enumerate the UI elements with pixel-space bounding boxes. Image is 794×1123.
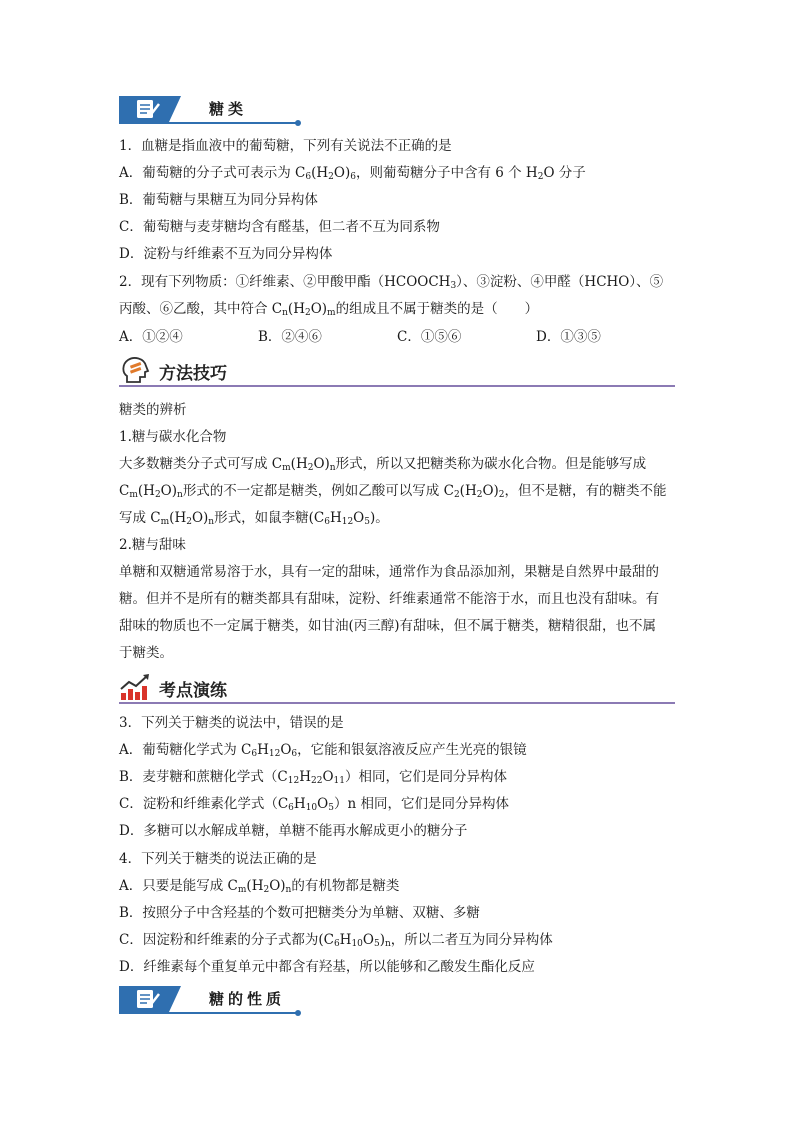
q4-option-c bbox=[119, 931, 553, 949]
sub: n bbox=[282, 308, 288, 318]
header-underline bbox=[119, 1012, 299, 1014]
text: H bbox=[293, 796, 306, 812]
text: (H bbox=[169, 510, 187, 526]
sub: 2 bbox=[328, 172, 334, 182]
header-dot bbox=[295, 1010, 301, 1016]
sub: 10 bbox=[351, 939, 363, 949]
text: ，它能和银氨溶液反应产生光亮的银镜 bbox=[297, 742, 527, 758]
sub: 12 bbox=[341, 517, 354, 527]
section-header-practice bbox=[119, 673, 675, 703]
text: B．麦芽糖和蔗糖化学式（C bbox=[119, 769, 288, 785]
notepad-pen-icon bbox=[119, 96, 181, 122]
q3-option-c bbox=[119, 795, 509, 813]
text: H bbox=[329, 510, 342, 526]
sub: m bbox=[129, 490, 138, 500]
q3-stem: 3．下列关于糖类的说法中，错误的是 bbox=[119, 715, 344, 731]
text: O) bbox=[482, 483, 499, 499]
text: H bbox=[339, 932, 352, 948]
sub: 2 bbox=[476, 490, 483, 500]
text: (H bbox=[246, 878, 264, 894]
q1-option-a bbox=[119, 164, 586, 182]
sub: 6 bbox=[291, 749, 298, 759]
tips-p2-line2: 糖。但并不是所有的糖类都具有甜味，淀粉、纤维素通常不能溶于水，而且也没有甜味。有 bbox=[119, 591, 659, 607]
header-rule bbox=[119, 385, 675, 387]
text: C．因淀粉和纤维素的分子式都为(C bbox=[119, 932, 334, 948]
header-rule bbox=[119, 702, 675, 704]
tips-p2-line3: 甜味的物质也不一定属于糖类，如甘油(丙三醇)有甜味，但不属于糖类，糖精很甜，也不属 bbox=[119, 618, 657, 634]
text: C bbox=[119, 483, 130, 499]
sub: 2 bbox=[186, 517, 192, 527]
q4-option-d: D．纤维素每个重复单元中都含有羟基，所以能够和乙酸发生酯化反应 bbox=[119, 959, 535, 975]
text: ) bbox=[379, 932, 385, 948]
text: ）n 相同，它们是同分异构体 bbox=[333, 796, 509, 812]
text: O) bbox=[269, 878, 286, 894]
q1-option-d: D．淀粉与纤维素不互为同分异构体 bbox=[119, 246, 333, 262]
sub: 6 bbox=[288, 803, 294, 813]
sub: 2 bbox=[304, 308, 311, 318]
tips-p1-line1 bbox=[119, 455, 646, 473]
text: (H bbox=[137, 483, 155, 499]
q4-option-b: B．按照分子中含羟基的个数可把糖类分为单糖、双糖、多糖 bbox=[119, 905, 480, 921]
text: )。 bbox=[369, 510, 389, 526]
q2-text-2b: O) bbox=[310, 301, 328, 317]
sub: 5 bbox=[328, 803, 334, 813]
sub: 2 bbox=[537, 172, 544, 182]
sub: 6 bbox=[324, 517, 330, 527]
text: O bbox=[280, 742, 292, 758]
text: O bbox=[353, 510, 365, 526]
text: ，但不是糖，有的糖类不能 bbox=[504, 483, 667, 499]
text: ，所以二者互为同分异构体 bbox=[390, 932, 553, 948]
q1-option-c: C．葡萄糖与麦芽糖均含有醛基，但二者不互为同系物 bbox=[119, 219, 440, 235]
tips-p2-line1: 单糖和双糖通常易溶于水，具有一定的甜味，通常作为食品添加剂，果糖是自然界中最甜的 bbox=[119, 564, 659, 580]
sub: 2 bbox=[154, 490, 161, 500]
q2-text-1b: ）、③淀粉、④甲醛（HCHO）、⑤ bbox=[456, 274, 664, 290]
q1-a-text-1: A．葡萄糖的分子式可表示为 C bbox=[119, 165, 306, 181]
sub: 11 bbox=[333, 776, 345, 786]
text: H bbox=[299, 769, 311, 785]
tips-heading: 糖类的辨析 bbox=[119, 402, 187, 418]
sub: 6 bbox=[350, 172, 356, 182]
q3-option-b bbox=[119, 768, 507, 786]
text: O) bbox=[191, 510, 209, 526]
sub: 12 bbox=[287, 776, 300, 786]
section-header-sugars bbox=[119, 96, 301, 124]
sub: 5 bbox=[364, 517, 370, 527]
q2-text-2a: 丙酸、⑥乙酸，其中符合 C bbox=[119, 301, 283, 317]
text: O) bbox=[160, 483, 178, 499]
sub: 6 bbox=[333, 939, 340, 949]
text: A．葡萄糖化学式为 C bbox=[119, 742, 252, 758]
text: ）相同，它们是同分异构体 bbox=[344, 769, 507, 785]
rising-chart-icon bbox=[119, 673, 151, 701]
tips-subheading-1: 1.糖与碳水化合物 bbox=[119, 429, 227, 445]
text: O bbox=[317, 796, 329, 812]
text: 形式，如鼠李糖(C bbox=[214, 510, 325, 526]
header-underline bbox=[119, 122, 299, 124]
section-title: 糖的性质 bbox=[209, 990, 286, 1008]
section-title: 方法技巧 bbox=[159, 364, 227, 384]
q4-option-a bbox=[119, 877, 399, 895]
tips-subheading-2: 2.糖与甜味 bbox=[119, 537, 186, 553]
sub: 3 bbox=[450, 281, 457, 291]
sub: m bbox=[282, 463, 291, 473]
sub: n bbox=[208, 517, 215, 527]
text: C．淀粉和纤维素化学式（C bbox=[119, 796, 289, 812]
head-lightbulb-icon bbox=[119, 356, 151, 384]
text: 写成 C bbox=[119, 510, 161, 526]
q1-a-text-2: O) bbox=[333, 165, 351, 181]
q3-option-d: D．多糖可以水解成单糖，单糖不能再水解成更小的糖分子 bbox=[119, 823, 468, 839]
section-title: 糖类 bbox=[209, 100, 248, 118]
text: O) bbox=[313, 456, 330, 472]
q1-a-text-h: (H bbox=[311, 165, 329, 181]
sub: 2 bbox=[498, 490, 505, 500]
sub: 6 bbox=[305, 172, 312, 182]
sub: 22 bbox=[310, 776, 323, 786]
text: O bbox=[322, 769, 334, 785]
sub: n bbox=[177, 490, 183, 500]
tips-p1-line2 bbox=[119, 482, 667, 500]
q2-text-1: 2．现有下列物质：①纤维素、②甲酸甲酯（HCOOCH bbox=[119, 274, 451, 290]
header-dot bbox=[295, 120, 301, 126]
text: (H bbox=[459, 483, 477, 499]
tips-p2-line4: 于糖类。 bbox=[119, 645, 173, 661]
sub: 12 bbox=[268, 749, 281, 759]
q3-option-a bbox=[119, 741, 527, 759]
tips-p1-line3 bbox=[119, 509, 389, 527]
sub: 10 bbox=[305, 803, 318, 813]
section-header-methods bbox=[119, 356, 675, 386]
text: 形式的不一定都是糖类，例如乙酸可以写成 C bbox=[182, 483, 454, 499]
q2-option-d: D．①③⑤ bbox=[536, 329, 601, 345]
text: 形式，所以又把糖类称为碳水化合物。但是能够写成 bbox=[335, 456, 647, 472]
sub: 2 bbox=[453, 490, 460, 500]
text: H bbox=[257, 742, 269, 758]
sub: n bbox=[385, 939, 391, 949]
text: 大多数糖类分子式可写成 C bbox=[119, 456, 283, 472]
sub: n bbox=[285, 885, 292, 895]
q2-option-a: A．①②④ bbox=[119, 329, 183, 345]
sub: n bbox=[329, 463, 336, 473]
q1-a-text-4: O 分子 bbox=[543, 165, 586, 181]
q4-stem: 4．下列关于糖类的说法正确的是 bbox=[119, 851, 317, 867]
text: (H bbox=[290, 456, 308, 472]
q1-a-text-3: ，则葡萄糖分子中含有 6 个 H bbox=[355, 165, 538, 181]
section-header-sugar-properties bbox=[119, 986, 301, 1014]
sub: 6 bbox=[251, 749, 258, 759]
text: A．只要是能写成 C bbox=[119, 878, 238, 894]
sub: 2 bbox=[263, 885, 270, 895]
q2-text-2c: 的组成且不属于糖类的是（ ） bbox=[335, 301, 539, 317]
sub: 5 bbox=[373, 939, 380, 949]
q2-stem-line1 bbox=[119, 273, 663, 291]
q2-option-b: B．②④⑥ bbox=[258, 329, 322, 345]
text: 的有机物都是糖类 bbox=[291, 878, 400, 894]
sub: m bbox=[237, 885, 247, 895]
q2-option-c: C．①⑤⑥ bbox=[397, 329, 462, 345]
notepad-pen-icon bbox=[119, 986, 181, 1012]
q2-stem-line2 bbox=[119, 300, 538, 318]
text: O bbox=[362, 932, 374, 948]
sub: m bbox=[327, 308, 336, 318]
q1-option-b: B．葡萄糖与果糖互为同分异构体 bbox=[119, 192, 318, 208]
sub: 2 bbox=[307, 463, 314, 473]
sub: m bbox=[160, 517, 170, 527]
section-title: 考点演练 bbox=[159, 681, 227, 701]
q2-text-h: (H bbox=[287, 301, 305, 317]
q1-stem: 1．血糖是指血液中的葡萄糖，下列有关说法不正确的是 bbox=[119, 138, 452, 154]
